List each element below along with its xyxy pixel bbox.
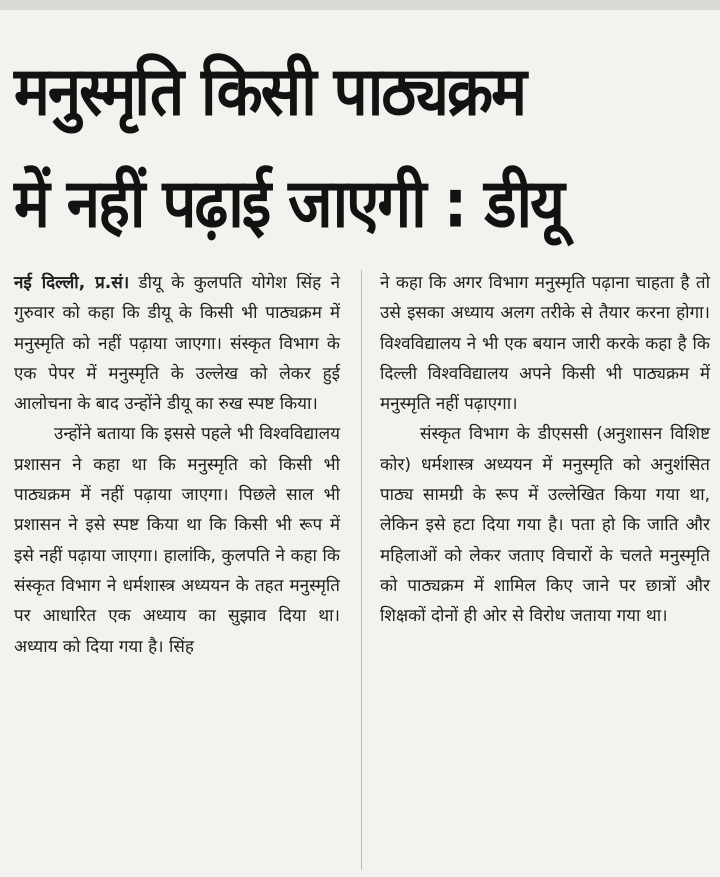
paragraph-1 [14, 268, 340, 419]
article-column-right [380, 268, 710, 632]
headline [14, 36, 704, 260]
headline-line-1: मनुस्मृति किसी पाठ्यक्रम [14, 52, 525, 132]
paragraph-3: ने कहा कि अगर विभाग मनुस्मृति पढ़ाना चाहता है तो उसे इसका अध्याय अलग तरीके से तैयार करना होगा। विश्वविद्यालय ने भी एक बयान जारी करके कहा है कि दिल्ली विश्वविद्यालय अपने किसी भी पाठ्यक्रम में मनुस्मृति नहीं पढ़ाएगा। [380, 273, 710, 415]
article-column-left [14, 268, 340, 662]
paragraph-4: संस्कृत विभाग के डीएससी (अनुशासन विशिष्ट कोर) धर्मशास्त्र अध्ययन में मनुस्मृति को अनुशंसित पाठ्य सामग्री के रूप में उल्लेखित किया गया था, लेकिन इसे हटा दिया गया है। पता हो कि जाति और महिलाओं को लेकर जताए विचारों के चलते मनुस्मृति को पाठ्यक्रम में शामिल किए जाने पर छात्रों और शिक्षकों दोनों ही ओर से विरोध जताया गया था। [380, 424, 710, 627]
column-divider [361, 270, 362, 870]
paragraph-2: उन्होंने बताया कि इससे पहले भी विश्वविद्यालय प्रशासन ने कहा था कि मनुस्मृति को किसी भी पाठ्यक्रम में नहीं पढ़ाया जाएगा। पिछले साल भी प्रशासन ने इसे स्पष्ट किया था कि किसी भी रूप में इसे नहीं पढ़ाया जाएगा। हालांकि, कुलपति ने कहा कि संस्कृत विभाग ने धर्मशास्त्र अध्ययन के तहत मनुस्मृति पर आधारित एक अध्याय का सुझाव दिया था। अध्याय को दिया गया है। सिंह [14, 424, 340, 657]
top-strip [0, 0, 720, 10]
paragraph-1-text: डीयू के कुलपति योगेश सिंह ने गुरुवार को कहा कि डीयू के किसी भी पाठ्यक्रम में मनुस्मृति को नहीं पढ़ाया जाएगा। संस्कृत विभाग के एक पेपर में मनुस्मृति के उल्लेख को लेकर हुई आलोचना के बाद उन्होंने डीयू का रुख स्पष्ट किया। [14, 273, 341, 415]
headline-line-2: में नहीं पढ़ाई जाएगी : डीयू [14, 164, 563, 244]
dateline: नई दिल्ली, प्र.सं। [14, 273, 130, 293]
